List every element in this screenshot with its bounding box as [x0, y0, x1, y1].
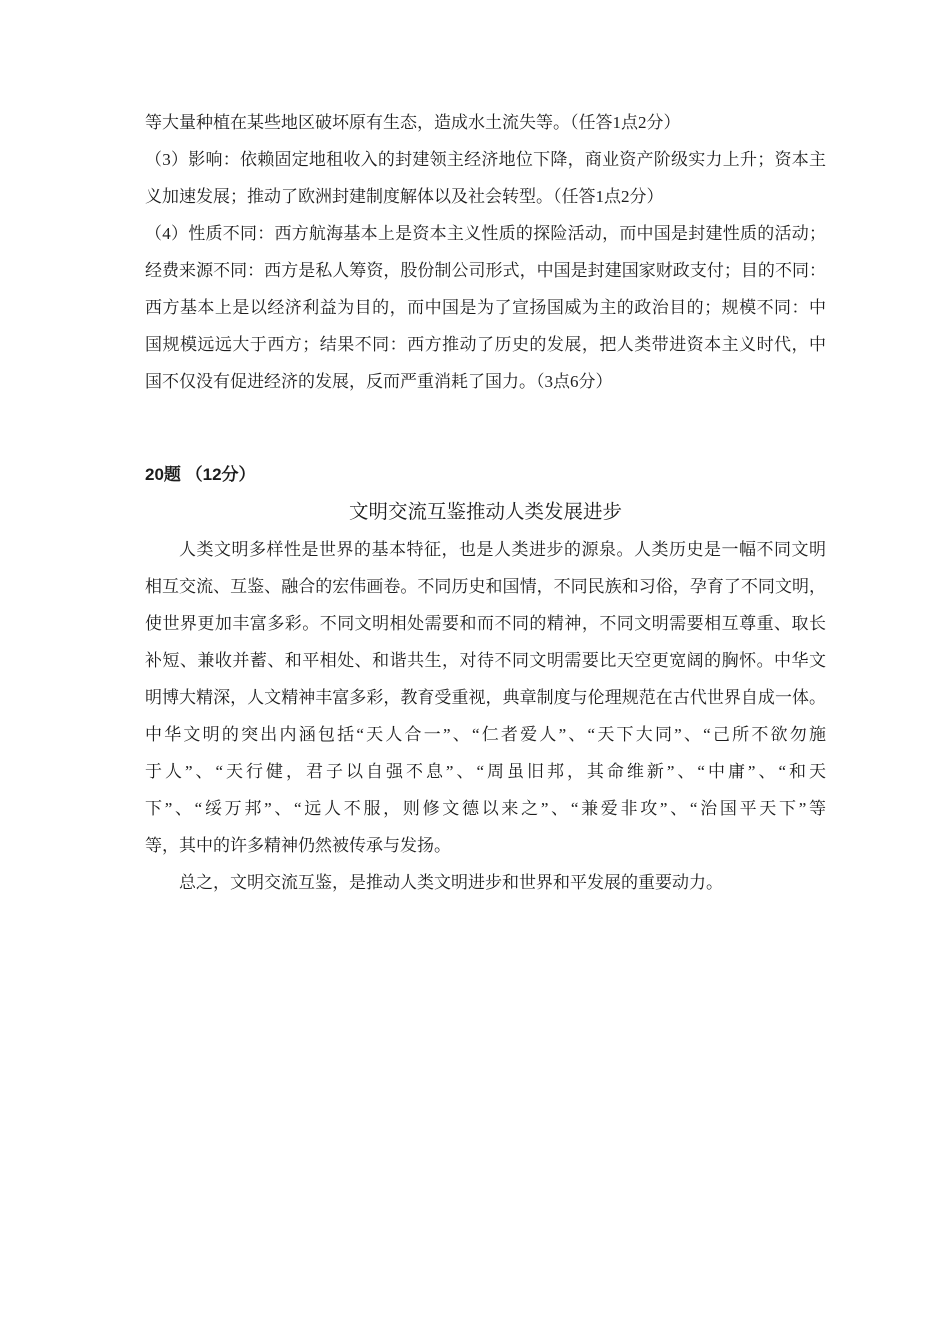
answer-line: 国不仅没有促进经济的发展，反而严重消耗了国力。（3点6分）	[145, 372, 613, 391]
question-heading: 20题 （12分）	[145, 465, 256, 484]
answer-line: （4）性质不同：西方航海基本上是资本主义性质的探险活动，而中国是封建性质的活动；	[145, 224, 826, 243]
answer-line: 西方基本上是以经济利益为目的，而中国是为了宣扬国威为主的政治目的；规模不同：中	[145, 298, 826, 317]
essay-title: 文明交流互鉴推动人类发展进步	[348, 502, 622, 523]
answer-line: 经费来源不同：西方是私人筹资，股份制公司形式，中国是封建国家财政支付；目的不同：	[145, 261, 826, 280]
essay-line: 于人”、“天行健，君子以自强不息”、“周虽旧邦，其命维新”、“中庸”、“和天	[145, 762, 826, 781]
answer-line: 义加速发展；推动了欧洲封建制度解体以及社会转型。（任答1点2分）	[145, 187, 664, 206]
essay-line: 下”、“绥万邦”、“远人不服，则修文德以来之”、“兼爱非攻”、“治国平天下”等	[145, 799, 826, 818]
essay-line: 中华文明的突出内涵包括“天人合一”、“仁者爱人”、“天下大同”、“己所不欲勿施	[145, 725, 826, 744]
essay-line: 相互交流、互鉴、融合的宏伟画卷。不同历史和国情，不同民族和习俗，孕育了不同文明，	[145, 577, 826, 596]
essay-section	[145, 494, 826, 901]
answer-section	[145, 104, 826, 400]
essay-line: 总之，文明交流互鉴，是推动人类文明进步和世界和平发展的重要动力。	[179, 873, 723, 892]
essay-line: 使世界更加丰富多彩。不同文明相处需要和而不同的精神，不同文明需要相互尊重、取长	[145, 614, 826, 633]
essay-line: 明博大精深，人文精神丰富多彩，教育受重视，典章制度与伦理规范在古代世界自成一体。	[145, 688, 826, 707]
essay-line: 人类文明多样性是世界的基本特征，也是人类进步的源泉。人类历史是一幅不同文明	[179, 540, 826, 559]
essay-line: 补短、兼收并蓄、和平相处、和谐共生，对待不同文明需要比天空更宽阔的胸怀。中华文	[145, 651, 826, 670]
answer-line: （3）影响：依赖固定地租收入的封建领主经济地位下降，商业资产阶级实力上升；资本主	[145, 150, 826, 169]
answer-line: 国规模远远大于西方；结果不同：西方推动了历史的发展，把人类带进资本主义时代，中	[145, 335, 826, 354]
answer-line: 等大量种植在某些地区破坏原有生态，造成水土流失等。（任答1点2分）	[145, 113, 681, 132]
essay-line: 等，其中的许多精神仍然被传承与发扬。	[145, 836, 451, 855]
